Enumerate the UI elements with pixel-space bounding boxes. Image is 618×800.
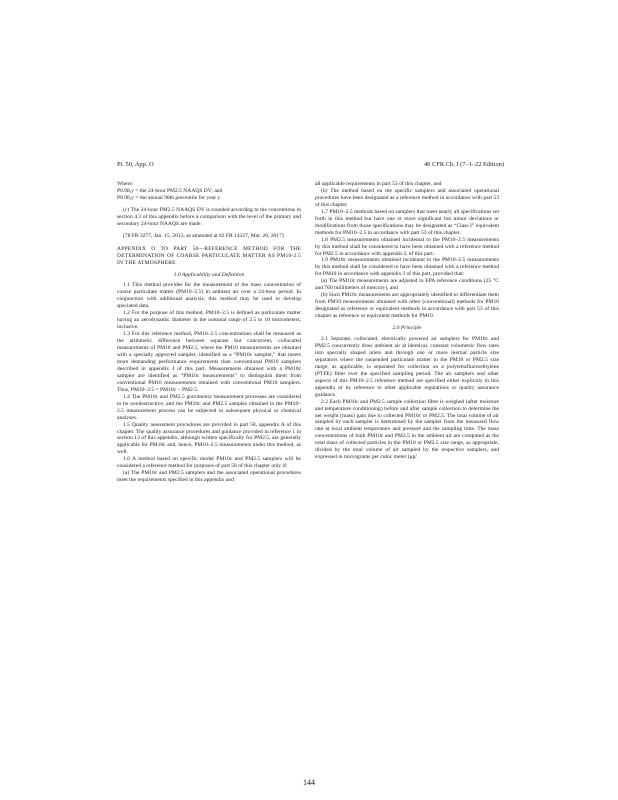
section-heading-applicability: 1.0 Applicability and Definition — [173, 271, 245, 278]
paragraph: 2.2 Each PM10c and PM2.5 sample collection filter is weighed (after moisture and temperature conditioning) before and after sample collection to determine the net weight (mass) gain due to collected PM10c or PM2.5. The total volume of air sampled by each sampler is determined by the sampler from the measured flow rate at local ambient temperature and pressure and the sampling time. The mass concentrations of both PM10c and PM2.5 in the ambient air are computed as the total mass of collected particles in the PM10 or PM2.5 size range, as appropriate, divided by the total volume of air sampled by the respective samplers, and expressed in micrograms per cubic meter (μg/ — [315, 398, 499, 461]
paragraph: P0.98,y = the annual 98th percentile for year y — [117, 194, 221, 201]
paragraph: 1.3 For this reference method, PM10–2.5 concentrations shall be measured as the arithmetic difference between separate but concurrent, collocated measurements of PM10 and PM2.5, where the PM10 measurements are obtained with a specially approved sampler, identified as a “PM10c sampler,” that meets more demanding performance requirements than conventional PM10 samplers described in appendix J of this part. Measurements obtained with a PM10c sampler are identified as “PM10c measurements” to distinguish them from conventional PM10 measurements obtained with conventional PM10 samplers. Thus, PM10–2.5 = PM10c − PM2.5. — [117, 331, 301, 393]
header-cfr-label: 40 CFR Ch. I (7–1–22 Edition) — [424, 161, 504, 168]
section-1-body — [117, 282, 301, 484]
section-heading-principle: 2.0 Principle — [392, 325, 422, 332]
paragraph: (b) Such PM10c measurements are appropriately identified to differentiate them from PM10 measurements obtained with other (conventional) methods for PM10 designated as reference or equivalent methods in accordance with part 53 of this chapter as reference or equivalent methods for PM10. — [315, 292, 499, 320]
paragraph: Where: — [117, 181, 134, 187]
paragraph: 1.1 This method provides for the measurement of the mass concentration of coarse particulate matter (PM10–2.5) in ambient air over a 24-hour period. In conjunction with additional analysis, this method may be used to develop speciated data. — [117, 282, 301, 310]
paragraph: 1.4 The PM10c and PM2.5 gravimetric measurement processes are considered to be nondestructive, and the PM10c and PM2.5 samples obtained in the PM10–2.5 measurement process can be subjected to subsequent physical or chemical analyses. — [117, 393, 301, 421]
paragraph: 2.1 Separate, collocated, electrically powered air samplers for PM10c and PM2.5 concurrently draw ambient air at identical, constant volumetric flow rates into specially shaped inlets and through one or more inertial particle size separators where the suspended particulate matter in the PM10 or PM2.5 size range, as applicable, is separated for collection on a polytetrafluoroethylene (PTFE) filter over the specified sampling period. The air samplers and other aspects of this PM10–2.5 reference method are specified either explicitly in this appendix or by reference to other applicable regulations or quality assurance guidance. — [315, 336, 499, 398]
running-header — [117, 161, 504, 173]
paragraph: 1.8 PM2.5 measurements obtained incidental to the PM10–2.5 measurements by this method shall be considered to have been obtained with a reference method for PM2.5 in accordance with appendix L of this part. — [315, 236, 499, 257]
right-column-intro — [315, 181, 499, 320]
section-2-body — [315, 336, 499, 461]
paragraph: 1.9 PM10c measurements obtained incidental to the PM10–2.5 measurements by this method shall be considered to have been obtained with a reference method for PM10 in accordance with appendix J of this part, provided that: — [315, 257, 499, 278]
paragraph: 1.7 PM10–2.5 methods based on samplers that meet nearly all specifications set forth in this method but have one or more significant but minor deviations or modifications from those specifications may be designated as “Class I” equivalent methods for PM10–2.5 in accordance with part 53 of this chapter. — [315, 208, 499, 236]
left-column — [117, 181, 301, 484]
paragraph: (c) The 24-hour PM2.5 NAAQS DV is rounded according to the conventions in section 4.3 of this appendix before a comparison with the level of the primary and secondary 24-hour NAAQS are made. — [117, 206, 301, 227]
paragraph: 1.5 Quality assessment procedures are provided in part 58, appendix A of this chapter. The quality assurance procedures and guidance provided in reference 1 in section 13 of this appendix, although written specifically for PM2.5, are generally applicable for PM10c and, hence, PM10–2.5 measurements under this method, as well. — [117, 421, 301, 456]
right-column — [315, 181, 499, 461]
paragraph: [78 FR 3277, Jan. 15, 2013, as amended at 82 FR 14327, Mar. 20, 2017] — [123, 232, 284, 239]
paragraph: P0.98,y = the 24-hour PM2.5 NAAQS DV; and — [117, 187, 223, 194]
header-part-label: Pt. 50, App. O — [117, 161, 154, 168]
paragraph: (a) The PM10c and PM2.5 samplers and the associated operational procedures meet the requirements specified in this appendix and — [117, 470, 301, 484]
paragraph: 1.6 A method based on specific model PM10c and PM2.5 samplers will be considered a reference method for purposes of part 58 of this chapter only if: — [117, 456, 301, 470]
paragraph: 1.2 For the purpose of this method, PM10–2.5 is defined as particulate matter having an aerodynamic diameter in the nominal range of 2.5 to 10 micrometers, inclusive. — [117, 310, 301, 331]
paragraph: (a) The PM10c measurements are adjusted to EPA reference conditions (25 °C and 760 millimeters of mercury), and — [315, 278, 499, 292]
left-column-intro — [117, 181, 301, 240]
appendix-title: APPENDIX O TO PART 50—REFERENCE METHOD FOR THE DETERMINATION OF COARSE PARTICULATE MATTER AS PM10-2.5 IN THE ATMOSPHERE — [117, 245, 301, 266]
paragraph: all applicable requirements in part 53 of this chapter, and — [315, 181, 442, 187]
page-number: 144 — [303, 778, 315, 787]
paragraph: (b) The method based on the specific samplers and associated operational procedures have been designated as a reference method in accordance with part 53 of this chapter. — [315, 187, 499, 208]
